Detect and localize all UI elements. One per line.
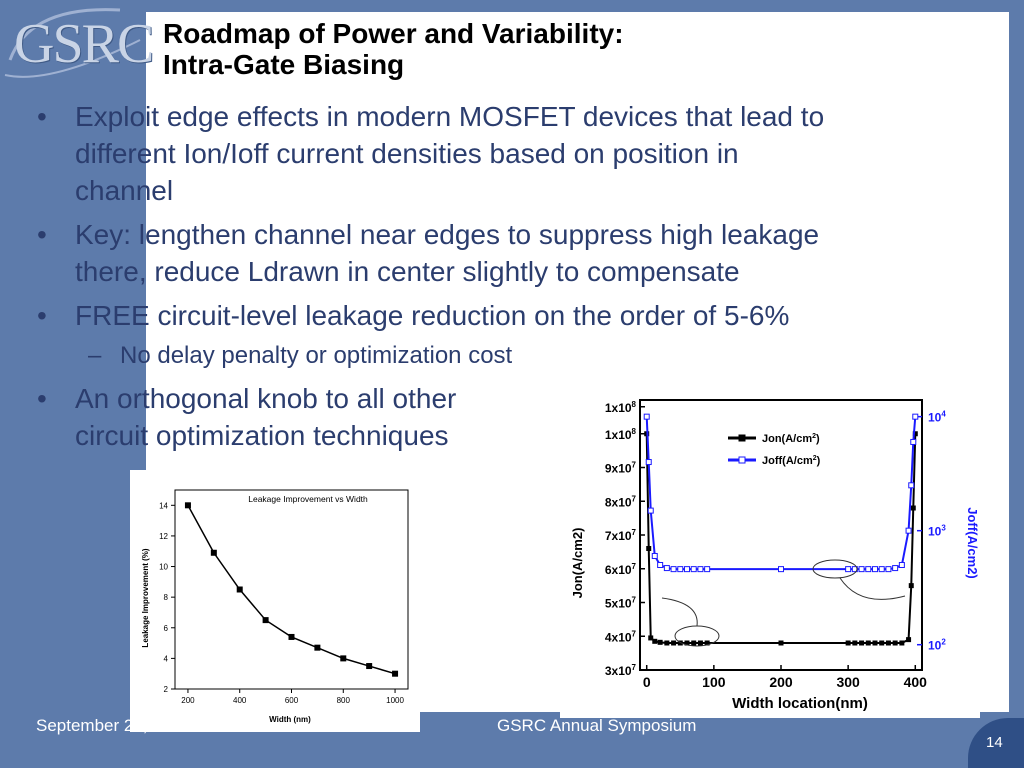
data-point <box>185 502 191 508</box>
y-tick-label: $9x10^7$ <box>604 460 636 476</box>
jon-point <box>911 506 916 511</box>
y-tick-label-right: $10^3$ <box>928 523 946 539</box>
joff-point <box>664 566 669 571</box>
joff-point <box>906 528 911 533</box>
sub-bullet-dash: – <box>88 342 102 369</box>
x-tick-label: 400 <box>233 696 247 705</box>
joff-point <box>658 563 663 568</box>
jon-point <box>698 641 703 646</box>
y-tick-label: $1x10^8$ <box>604 426 636 442</box>
joff-point <box>646 460 651 465</box>
joff-point <box>779 567 784 572</box>
footer-date: September 28, 2006 <box>36 716 191 735</box>
jon-point <box>846 641 851 646</box>
y-tick-label: $6x10^7$ <box>604 561 636 577</box>
y-tick-label: 6 <box>163 623 168 633</box>
bullet-line: different Ion/Ioff current densities based on position in <box>75 138 739 169</box>
data-point <box>392 671 398 677</box>
logo-text: GSRC <box>14 13 153 75</box>
joff-point <box>691 567 696 572</box>
joff-point <box>909 483 914 488</box>
joff-point <box>879 567 884 572</box>
bullet-line: Exploit edge effects in modern MOSFET devices that lead to <box>75 101 825 132</box>
data-point <box>366 663 372 669</box>
legend-marker <box>739 435 745 441</box>
y-tick-label: $8x10^7$ <box>604 494 636 510</box>
y-tick-label-right: $10^4$ <box>928 409 946 425</box>
joff-point <box>678 567 683 572</box>
bullet-line: An orthogonal knob to all other <box>75 383 457 414</box>
x-tick-label: 1000 <box>386 696 404 705</box>
joff-point <box>911 439 916 444</box>
bullet-item <box>37 98 825 209</box>
chart-background <box>130 470 420 732</box>
jon-point <box>852 641 857 646</box>
jon-point <box>859 641 864 646</box>
y-tick-label: $1x10^8$ <box>604 399 636 415</box>
page-title <box>163 18 624 80</box>
x-tick-label: 600 <box>284 696 299 705</box>
data-point <box>211 550 217 556</box>
joff-point <box>893 566 898 571</box>
footer-event: GSRC Annual Symposium <box>497 716 697 735</box>
jon-point <box>779 641 784 646</box>
x-tick-label: 800 <box>336 696 350 705</box>
jon-point <box>893 641 898 646</box>
bullet-dot: • <box>37 383 47 414</box>
bullet-dot: • <box>37 300 47 331</box>
data-point <box>314 645 320 651</box>
bullet-line: FREE circuit-level leakage reduction on the order of 5-6% <box>75 300 790 331</box>
x-tick-label: 300 <box>836 674 860 690</box>
page-number <box>968 718 1024 768</box>
joff-point <box>913 414 918 419</box>
joff-point <box>671 567 676 572</box>
jon-point <box>873 641 878 646</box>
jon-point <box>886 641 891 646</box>
x-tick-label: 400 <box>903 674 927 690</box>
joff-point <box>859 567 864 572</box>
jon-point <box>664 641 669 646</box>
joff-point <box>705 567 710 572</box>
bullet-line: circuit optimization techniques <box>75 420 449 451</box>
data-point <box>340 655 346 661</box>
y-tick-label: 14 <box>159 501 168 511</box>
joff-point <box>648 508 653 513</box>
bullet-item <box>37 297 790 334</box>
bullet-line: channel <box>75 175 174 206</box>
jon-point <box>866 641 871 646</box>
bullet-line: Key: lengthen channel near edges to suppress high leakage <box>75 219 820 250</box>
page-number-text: 14 <box>986 734 1003 751</box>
y-tick-label: $4x10^7$ <box>604 629 636 645</box>
jon-joff-chart <box>560 388 980 718</box>
data-point <box>237 587 243 593</box>
gsrc-logo <box>0 0 152 90</box>
data-point <box>263 617 269 623</box>
y-tick-label: 12 <box>159 531 168 541</box>
bullet-line: there, reduce Ldrawn in center slightly to compensate <box>75 256 740 287</box>
joff-point <box>866 567 871 572</box>
x-tick-label: 200 <box>181 696 195 705</box>
joff-point <box>652 553 657 558</box>
y-tick-label-right: $10^2$ <box>928 637 946 653</box>
x-tick-label: 100 <box>702 674 726 690</box>
y-axis-label-right: Joff(A/cm2) <box>965 507 980 579</box>
legend-label: $Jon(A/cm^2)$ <box>762 433 820 445</box>
x-tick-label: 200 <box>769 674 793 690</box>
leakage-chart <box>130 470 420 732</box>
y-axis-label: Leakage Improvement (%) <box>141 548 150 648</box>
joff-point <box>846 567 851 572</box>
y-tick-label: $5x10^7$ <box>604 595 636 611</box>
title-line-2: Intra-Gate Biasing <box>163 49 405 80</box>
legend-marker <box>739 457 745 463</box>
jon-point <box>646 546 651 551</box>
chart-title: Leakage Improvement vs Width <box>248 494 368 504</box>
jon-point <box>909 583 914 588</box>
y-tick-label: 8 <box>163 593 168 603</box>
x-tick-label: 0 <box>642 674 651 690</box>
bullet-item <box>37 216 820 290</box>
sub-bullet <box>88 342 513 370</box>
jon-point <box>906 637 911 642</box>
y-tick-label: 2 <box>163 685 168 694</box>
legend-label: $Joff(A/cm^2)$ <box>762 455 821 467</box>
y-axis-label-left: Jon(A/cm2) <box>570 527 585 599</box>
x-axis-label: Width (nm) <box>269 715 311 724</box>
jon-point <box>658 640 663 645</box>
bullet-item <box>37 380 457 454</box>
y-tick-label: $3x10^7$ <box>604 663 636 678</box>
y-tick-label: 10 <box>159 562 168 572</box>
joff-point <box>899 563 904 568</box>
bullet-dot: • <box>37 101 47 132</box>
joff-point <box>685 567 690 572</box>
jon-point <box>652 639 657 644</box>
joff-point <box>698 567 703 572</box>
sub-bullet-text: No delay penalty or optimization cost <box>120 342 513 369</box>
jon-point <box>879 641 884 646</box>
data-point <box>289 634 295 640</box>
y-tick-label: $7x10^7$ <box>604 528 636 543</box>
joff-point <box>873 567 878 572</box>
x-axis-label: Width location(nm) <box>732 695 868 712</box>
jon-point <box>671 641 676 646</box>
jon-point <box>899 641 904 646</box>
bullet-dot: • <box>37 219 47 250</box>
joff-point <box>644 414 649 419</box>
joff-point <box>886 567 891 572</box>
title-line-1: Roadmap of Power and Variability: <box>163 18 624 49</box>
jon-point <box>691 641 696 646</box>
y-tick-label: 4 <box>163 654 168 664</box>
